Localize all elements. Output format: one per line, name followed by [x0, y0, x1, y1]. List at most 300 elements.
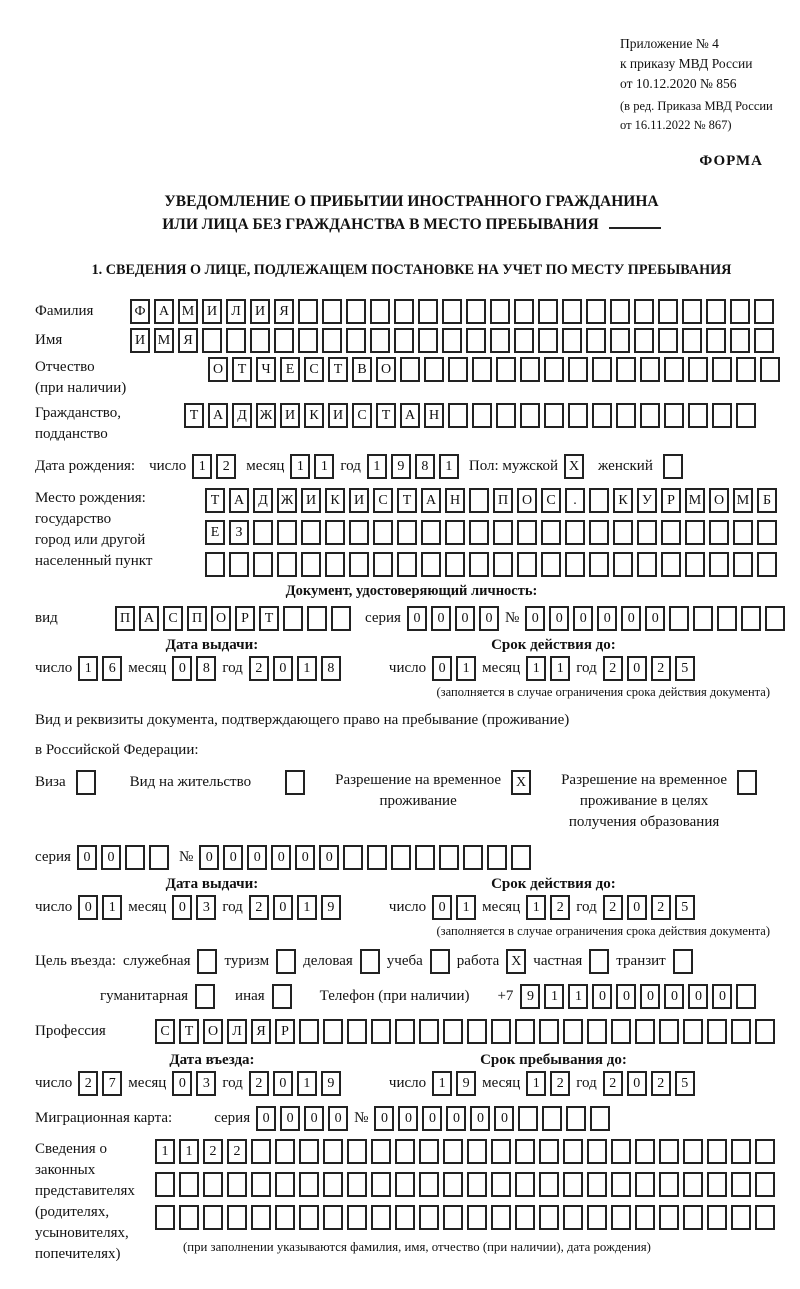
char-cell[interactable] [538, 328, 558, 353]
char-cell[interactable] [371, 1205, 391, 1230]
char-cell[interactable]: Н [424, 403, 444, 428]
char-cell[interactable] [395, 1019, 415, 1044]
char-cell[interactable] [515, 1139, 535, 1164]
char-cell[interactable] [202, 328, 222, 353]
char-cell[interactable] [299, 1205, 319, 1230]
char-cell[interactable] [538, 299, 558, 324]
char-cell[interactable] [637, 552, 657, 577]
char-cell[interactable] [731, 1019, 751, 1044]
char-cell[interactable]: 1 [78, 656, 98, 681]
char-cell[interactable] [373, 520, 393, 545]
char-cell[interactable]: 1 [367, 454, 387, 479]
char-cell[interactable]: 1 [297, 895, 317, 920]
char-cell[interactable] [587, 1019, 607, 1044]
char-cell[interactable]: 5 [675, 1071, 695, 1096]
char-cell[interactable]: 0 [525, 606, 545, 631]
char-cell[interactable]: 1 [102, 895, 122, 920]
char-cell[interactable]: 0 [627, 1071, 647, 1096]
char-cell[interactable] [469, 552, 489, 577]
char-cell[interactable] [349, 552, 369, 577]
char-cell[interactable]: 2 [603, 895, 623, 920]
char-cell[interactable]: 1 [155, 1139, 175, 1164]
char-cell[interactable] [565, 552, 585, 577]
char-cell[interactable] [394, 328, 414, 353]
char-cell[interactable] [251, 1172, 271, 1197]
char-cell[interactable]: Т [205, 488, 225, 513]
char-cell[interactable] [707, 1139, 727, 1164]
char-cell[interactable]: 9 [520, 984, 540, 1009]
char-cell[interactable] [443, 1205, 463, 1230]
char-cell[interactable] [562, 299, 582, 324]
char-cell[interactable] [469, 520, 489, 545]
char-cell[interactable] [517, 520, 537, 545]
char-cell[interactable] [544, 357, 564, 382]
char-cell[interactable] [418, 299, 438, 324]
char-cell[interactable] [589, 949, 609, 974]
char-cell[interactable]: Я [251, 1019, 271, 1044]
char-cell[interactable] [611, 1019, 631, 1044]
char-cell[interactable]: 0 [319, 845, 339, 870]
char-cell[interactable] [419, 1139, 439, 1164]
char-cell[interactable] [370, 299, 390, 324]
char-cell[interactable]: 8 [196, 656, 216, 681]
char-cell[interactable]: X [511, 770, 531, 795]
char-cell[interactable] [709, 552, 729, 577]
char-cell[interactable] [514, 328, 534, 353]
char-cell[interactable] [322, 328, 342, 353]
char-cell[interactable] [443, 1019, 463, 1044]
char-cell[interactable]: 1 [526, 1071, 546, 1096]
char-cell[interactable] [467, 1139, 487, 1164]
char-cell[interactable]: Ф [130, 299, 150, 324]
char-cell[interactable]: 0 [101, 845, 121, 870]
char-cell[interactable] [250, 328, 270, 353]
char-cell[interactable]: Т [179, 1019, 199, 1044]
char-cell[interactable] [274, 328, 294, 353]
char-cell[interactable]: О [517, 488, 537, 513]
char-cell[interactable]: П [493, 488, 513, 513]
char-cell[interactable]: С [163, 606, 183, 631]
char-cell[interactable] [664, 357, 684, 382]
char-cell[interactable] [635, 1172, 655, 1197]
char-cell[interactable] [493, 552, 513, 577]
char-cell[interactable] [717, 606, 737, 631]
char-cell[interactable] [272, 984, 292, 1009]
char-cell[interactable]: И [301, 488, 321, 513]
char-cell[interactable]: 0 [549, 606, 569, 631]
char-cell[interactable] [275, 1172, 295, 1197]
char-cell[interactable]: 0 [172, 1071, 192, 1096]
char-cell[interactable]: X [564, 454, 584, 479]
char-cell[interactable] [683, 1172, 703, 1197]
char-cell[interactable] [737, 770, 757, 795]
char-cell[interactable]: Т [328, 357, 348, 382]
char-cell[interactable]: Р [275, 1019, 295, 1044]
char-cell[interactable]: 1 [297, 656, 317, 681]
char-cell[interactable]: 0 [273, 1071, 293, 1096]
char-cell[interactable] [323, 1019, 343, 1044]
char-cell[interactable] [590, 1106, 610, 1131]
char-cell[interactable] [195, 984, 215, 1009]
char-cell[interactable]: 2 [651, 895, 671, 920]
char-cell[interactable]: 9 [391, 454, 411, 479]
char-cell[interactable] [515, 1172, 535, 1197]
char-cell[interactable] [517, 552, 537, 577]
char-cell[interactable]: 0 [592, 984, 612, 1009]
char-cell[interactable]: 1 [526, 656, 546, 681]
char-cell[interactable] [568, 403, 588, 428]
char-cell[interactable] [445, 520, 465, 545]
char-cell[interactable] [587, 1172, 607, 1197]
char-cell[interactable] [394, 299, 414, 324]
char-cell[interactable] [541, 520, 561, 545]
char-cell[interactable]: 1 [297, 1071, 317, 1096]
char-cell[interactable]: 8 [321, 656, 341, 681]
char-cell[interactable]: 0 [627, 895, 647, 920]
char-cell[interactable] [731, 1139, 751, 1164]
char-cell[interactable] [443, 1139, 463, 1164]
char-cell[interactable]: П [115, 606, 135, 631]
char-cell[interactable] [76, 770, 96, 795]
char-cell[interactable] [610, 299, 630, 324]
char-cell[interactable]: 9 [321, 1071, 341, 1096]
char-cell[interactable] [421, 520, 441, 545]
char-cell[interactable]: И [328, 403, 348, 428]
char-cell[interactable] [448, 357, 468, 382]
char-cell[interactable] [395, 1139, 415, 1164]
char-cell[interactable]: X [506, 949, 526, 974]
char-cell[interactable]: 1 [550, 656, 570, 681]
char-cell[interactable] [322, 299, 342, 324]
char-cell[interactable] [179, 1172, 199, 1197]
char-cell[interactable] [635, 1019, 655, 1044]
char-cell[interactable] [685, 552, 705, 577]
char-cell[interactable] [563, 1019, 583, 1044]
char-cell[interactable]: 0 [573, 606, 593, 631]
char-cell[interactable] [347, 1205, 367, 1230]
char-cell[interactable]: 1 [568, 984, 588, 1009]
char-cell[interactable] [563, 1172, 583, 1197]
char-cell[interactable]: 1 [526, 895, 546, 920]
char-cell[interactable]: 0 [431, 606, 451, 631]
char-cell[interactable]: 6 [102, 656, 122, 681]
char-cell[interactable]: Ч [256, 357, 276, 382]
char-cell[interactable] [349, 520, 369, 545]
char-cell[interactable] [693, 606, 713, 631]
char-cell[interactable] [707, 1205, 727, 1230]
char-cell[interactable] [371, 1019, 391, 1044]
char-cell[interactable]: 0 [446, 1106, 466, 1131]
char-cell[interactable]: М [178, 299, 198, 324]
char-cell[interactable] [325, 520, 345, 545]
char-cell[interactable]: 0 [271, 845, 291, 870]
char-cell[interactable] [542, 1106, 562, 1131]
char-cell[interactable]: Д [253, 488, 273, 513]
char-cell[interactable] [397, 520, 417, 545]
char-cell[interactable] [323, 1172, 343, 1197]
char-cell[interactable] [586, 299, 606, 324]
char-cell[interactable] [430, 949, 450, 974]
char-cell[interactable] [442, 299, 462, 324]
char-cell[interactable] [419, 1205, 439, 1230]
char-cell[interactable]: Е [205, 520, 225, 545]
char-cell[interactable] [736, 403, 756, 428]
char-cell[interactable] [197, 949, 217, 974]
char-cell[interactable] [514, 299, 534, 324]
char-cell[interactable] [277, 552, 297, 577]
char-cell[interactable] [765, 606, 785, 631]
char-cell[interactable] [346, 299, 366, 324]
char-cell[interactable] [592, 357, 612, 382]
char-cell[interactable] [635, 1139, 655, 1164]
char-cell[interactable]: И [349, 488, 369, 513]
char-cell[interactable] [179, 1205, 199, 1230]
char-cell[interactable]: 0 [328, 1106, 348, 1131]
char-cell[interactable] [367, 845, 387, 870]
char-cell[interactable]: 0 [688, 984, 708, 1009]
char-cell[interactable]: У [637, 488, 657, 513]
char-cell[interactable]: 3 [196, 1071, 216, 1096]
char-cell[interactable] [298, 328, 318, 353]
char-cell[interactable] [491, 1019, 511, 1044]
char-cell[interactable]: А [400, 403, 420, 428]
char-cell[interactable]: А [208, 403, 228, 428]
char-cell[interactable] [659, 1139, 679, 1164]
char-cell[interactable] [343, 845, 363, 870]
char-cell[interactable] [616, 403, 636, 428]
char-cell[interactable] [395, 1205, 415, 1230]
char-cell[interactable] [301, 520, 321, 545]
char-cell[interactable] [539, 1205, 559, 1230]
char-cell[interactable] [613, 552, 633, 577]
char-cell[interactable] [736, 984, 756, 1009]
char-cell[interactable]: 1 [456, 656, 476, 681]
char-cell[interactable]: Л [227, 1019, 247, 1044]
char-cell[interactable]: Т [232, 357, 252, 382]
char-cell[interactable] [520, 403, 540, 428]
char-cell[interactable]: 1 [432, 1071, 452, 1096]
char-cell[interactable]: Ж [277, 488, 297, 513]
char-cell[interactable]: 0 [247, 845, 267, 870]
char-cell[interactable] [203, 1172, 223, 1197]
char-cell[interactable] [487, 845, 507, 870]
char-cell[interactable]: 0 [304, 1106, 324, 1131]
char-cell[interactable] [682, 299, 702, 324]
char-cell[interactable] [419, 1019, 439, 1044]
char-cell[interactable] [707, 1019, 727, 1044]
char-cell[interactable] [664, 403, 684, 428]
char-cell[interactable]: 1 [439, 454, 459, 479]
char-cell[interactable]: 0 [621, 606, 641, 631]
char-cell[interactable] [520, 357, 540, 382]
char-cell[interactable] [730, 328, 750, 353]
char-cell[interactable] [659, 1019, 679, 1044]
char-cell[interactable] [467, 1205, 487, 1230]
char-cell[interactable]: 0 [256, 1106, 276, 1131]
char-cell[interactable] [544, 403, 564, 428]
char-cell[interactable] [277, 520, 297, 545]
char-cell[interactable]: Б [757, 488, 777, 513]
char-cell[interactable] [371, 1172, 391, 1197]
char-cell[interactable] [275, 1205, 295, 1230]
char-cell[interactable] [541, 552, 561, 577]
char-cell[interactable]: 0 [295, 845, 315, 870]
char-cell[interactable]: 2 [603, 1071, 623, 1096]
char-cell[interactable] [658, 328, 678, 353]
char-cell[interactable] [490, 328, 510, 353]
char-cell[interactable] [589, 520, 609, 545]
char-cell[interactable] [733, 520, 753, 545]
char-cell[interactable] [467, 1019, 487, 1044]
char-cell[interactable] [439, 845, 459, 870]
char-cell[interactable] [511, 845, 531, 870]
char-cell[interactable] [663, 454, 683, 479]
char-cell[interactable]: 9 [321, 895, 341, 920]
char-cell[interactable] [731, 1172, 751, 1197]
char-cell[interactable] [415, 845, 435, 870]
char-cell[interactable] [283, 606, 303, 631]
char-cell[interactable]: 0 [470, 1106, 490, 1131]
char-cell[interactable] [755, 1205, 775, 1230]
char-cell[interactable] [400, 357, 420, 382]
char-cell[interactable] [755, 1139, 775, 1164]
char-cell[interactable] [227, 1172, 247, 1197]
char-cell[interactable]: 2 [603, 656, 623, 681]
char-cell[interactable]: 0 [398, 1106, 418, 1131]
char-cell[interactable]: 2 [550, 895, 570, 920]
char-cell[interactable]: 0 [78, 895, 98, 920]
char-cell[interactable] [331, 606, 351, 631]
char-cell[interactable]: О [709, 488, 729, 513]
char-cell[interactable]: К [613, 488, 633, 513]
char-cell[interactable] [658, 299, 678, 324]
char-cell[interactable] [299, 1019, 319, 1044]
char-cell[interactable]: С [304, 357, 324, 382]
char-cell[interactable] [565, 520, 585, 545]
char-cell[interactable] [203, 1205, 223, 1230]
char-cell[interactable] [227, 1205, 247, 1230]
char-cell[interactable]: Т [259, 606, 279, 631]
char-cell[interactable] [760, 357, 780, 382]
char-cell[interactable] [395, 1172, 415, 1197]
char-cell[interactable] [518, 1106, 538, 1131]
char-cell[interactable] [424, 357, 444, 382]
char-cell[interactable] [613, 520, 633, 545]
char-cell[interactable] [610, 328, 630, 353]
char-cell[interactable] [731, 1205, 751, 1230]
char-cell[interactable]: О [208, 357, 228, 382]
char-cell[interactable] [539, 1139, 559, 1164]
char-cell[interactable] [587, 1205, 607, 1230]
char-cell[interactable] [346, 328, 366, 353]
char-cell[interactable]: 7 [102, 1071, 122, 1096]
char-cell[interactable] [634, 299, 654, 324]
char-cell[interactable] [149, 845, 169, 870]
char-cell[interactable]: И [280, 403, 300, 428]
char-cell[interactable] [472, 403, 492, 428]
char-cell[interactable] [589, 488, 609, 513]
char-cell[interactable] [755, 1172, 775, 1197]
char-cell[interactable] [661, 520, 681, 545]
char-cell[interactable]: 0 [627, 656, 647, 681]
char-cell[interactable]: М [733, 488, 753, 513]
char-cell[interactable]: Д [232, 403, 252, 428]
char-cell[interactable] [683, 1205, 703, 1230]
char-cell[interactable]: А [154, 299, 174, 324]
char-cell[interactable] [496, 357, 516, 382]
char-cell[interactable]: 0 [616, 984, 636, 1009]
char-cell[interactable]: И [250, 299, 270, 324]
char-cell[interactable] [360, 949, 380, 974]
char-cell[interactable] [709, 520, 729, 545]
char-cell[interactable]: Л [226, 299, 246, 324]
char-cell[interactable]: 3 [196, 895, 216, 920]
char-cell[interactable]: 0 [172, 895, 192, 920]
char-cell[interactable] [539, 1019, 559, 1044]
char-cell[interactable] [589, 552, 609, 577]
char-cell[interactable] [125, 845, 145, 870]
char-cell[interactable]: 5 [675, 895, 695, 920]
char-cell[interactable] [683, 1019, 703, 1044]
char-cell[interactable]: Р [235, 606, 255, 631]
char-cell[interactable] [707, 1172, 727, 1197]
char-cell[interactable] [391, 845, 411, 870]
char-cell[interactable] [706, 328, 726, 353]
char-cell[interactable] [685, 520, 705, 545]
char-cell[interactable] [736, 357, 756, 382]
char-cell[interactable]: 1 [544, 984, 564, 1009]
char-cell[interactable]: 2 [227, 1139, 247, 1164]
char-cell[interactable]: 0 [432, 895, 452, 920]
char-cell[interactable] [347, 1019, 367, 1044]
char-cell[interactable]: С [155, 1019, 175, 1044]
char-cell[interactable] [562, 328, 582, 353]
char-cell[interactable]: 0 [664, 984, 684, 1009]
char-cell[interactable] [515, 1019, 535, 1044]
char-cell[interactable]: С [352, 403, 372, 428]
char-cell[interactable]: 2 [249, 1071, 269, 1096]
char-cell[interactable]: П [187, 606, 207, 631]
char-cell[interactable]: 0 [712, 984, 732, 1009]
char-cell[interactable]: Р [661, 488, 681, 513]
char-cell[interactable] [251, 1139, 271, 1164]
char-cell[interactable]: 0 [422, 1106, 442, 1131]
char-cell[interactable]: 0 [407, 606, 427, 631]
char-cell[interactable]: 2 [249, 895, 269, 920]
char-cell[interactable] [466, 299, 486, 324]
char-cell[interactable] [397, 552, 417, 577]
char-cell[interactable] [347, 1139, 367, 1164]
char-cell[interactable]: 0 [77, 845, 97, 870]
char-cell[interactable] [323, 1205, 343, 1230]
char-cell[interactable] [496, 403, 516, 428]
char-cell[interactable] [688, 403, 708, 428]
char-cell[interactable] [299, 1139, 319, 1164]
char-cell[interactable] [491, 1205, 511, 1230]
char-cell[interactable] [563, 1205, 583, 1230]
char-cell[interactable] [418, 328, 438, 353]
char-cell[interactable]: Ж [256, 403, 276, 428]
char-cell[interactable]: О [211, 606, 231, 631]
char-cell[interactable] [706, 299, 726, 324]
char-cell[interactable] [251, 1205, 271, 1230]
char-cell[interactable] [587, 1139, 607, 1164]
char-cell[interactable] [712, 357, 732, 382]
char-cell[interactable] [443, 1172, 463, 1197]
char-cell[interactable]: 0 [455, 606, 475, 631]
char-cell[interactable]: 1 [456, 895, 476, 920]
char-cell[interactable] [568, 357, 588, 382]
